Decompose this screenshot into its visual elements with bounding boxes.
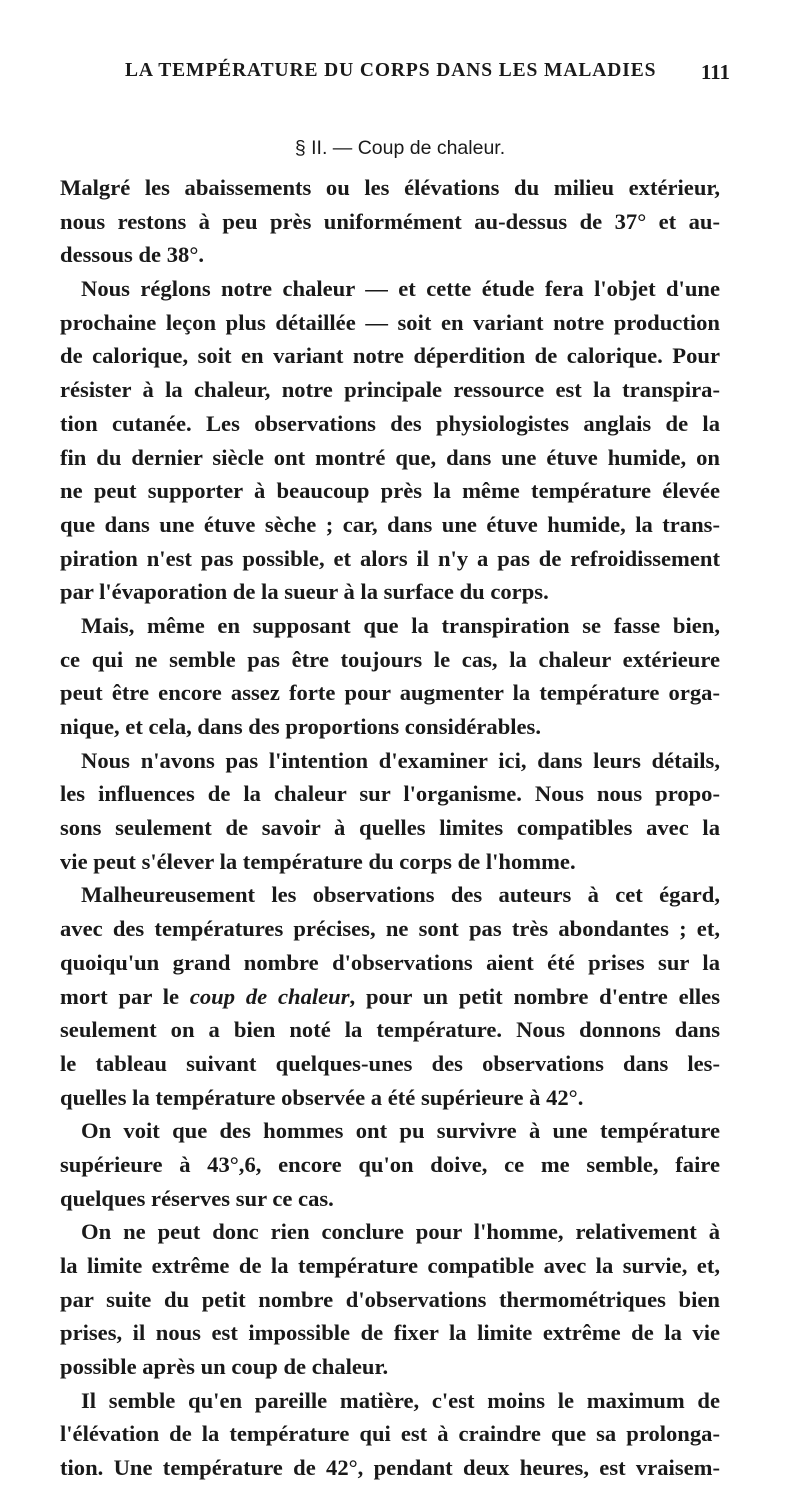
text-line: prises, il nous est impossible de fixer la limite extrême de la vie (60, 1320, 720, 1346)
page-number: 111 (700, 60, 730, 84)
text-line: nous restons à peu près uniformément au-dessus de 37° et au- (60, 208, 720, 234)
running-head (100, 60, 730, 88)
text-line: l'élévation de la température qui est à craindre que sa prolonga- (60, 1421, 720, 1447)
text-fragment: mort par le (60, 983, 190, 1009)
text-line: ne peut supporter à beaucoup près la même température élevée (60, 478, 720, 504)
text-line (60, 980, 720, 1014)
text-line: prochaine leçon plus détaillée — soit en variant notre production (60, 309, 720, 335)
text-line: tion cutanée. Les observations des physiologistes anglais de la (60, 410, 720, 436)
text-line: seulement on a bien noté la température. Nous donnons dans (60, 1017, 720, 1043)
text-line: par suite du petit nombre d'observations thermométriques bien (60, 1286, 720, 1312)
text-line: quelles la température observée a été supérieure à 42°. (60, 1084, 584, 1110)
text-line: la limite extrême de la température compatible avec la survie, et, (60, 1253, 720, 1278)
text-line: avec des températures précises, ne sont pas très abondantes ; et, (60, 916, 720, 942)
italic-term: coup de chaleur (189, 983, 350, 1009)
section-heading: § II. — Coup de chaleur. (294, 137, 506, 159)
text-line: les influences de la chaleur sur l'organisme. Nous nous propo- (60, 781, 720, 807)
text-line: tion. Une température de 42°, pendant deux heures, est vraisem- (60, 1455, 720, 1481)
text-line: par l'évaporation de la sueur à la surface du corps. (60, 579, 549, 605)
text-line: Malheureusement les observations des auteurs à cet égard, (81, 882, 720, 908)
text-line: Mais, même en supposant que la transpiration se fasse bien, (81, 612, 720, 638)
text-line: Nous n'avons pas l'intention d'examiner ici, dans leurs détails, (81, 747, 720, 773)
text-line: nique, et cela, dans des proportions considérables. (60, 714, 541, 739)
text-line: dessous de 38°. (60, 242, 205, 268)
text-line: ce qui ne semble pas être toujours le cas, la chaleur extérieure (60, 646, 720, 672)
text-line: de calorique, soit en variant notre déperdition de calorique. Pour (60, 343, 720, 369)
text-line: vie peut s'élever la température du corps de l'homme. (60, 848, 576, 874)
text-line: résister à la chaleur, notre principale ressource est la transpira- (60, 377, 720, 403)
text-line: Nous réglons notre chaleur — et cette étude fera l'objet d'une (81, 276, 720, 302)
text-line: possible après un coup de chaleur. (60, 1354, 389, 1380)
text-line: fin du dernier siècle ont montré que, dans une étuve humide, on (60, 444, 720, 470)
text-line: que dans une étuve sèche ; car, dans une étuve humide, la trans- (60, 511, 720, 537)
text-line: Malgré les abaissements ou les élévations du milieu extérieur, (60, 175, 720, 200)
running-title: LA TEMPÉRATURE DU CORPS DANS LES MALADIES (125, 60, 657, 81)
text-line: quelques réserves sur ce cas. (60, 1185, 334, 1211)
text-line: sons seulement de savoir à quelles limites compatibles avec la (60, 815, 720, 841)
text-fragment: , pour un petit nombre d'entre elles (349, 983, 720, 1009)
body-text (60, 171, 720, 1485)
text-line: supérieure à 43°,6, encore qu'on doive, ce me semble, faire (60, 1151, 720, 1177)
text-line: On voit que des hommes ont pu survivre à une température (81, 1118, 720, 1144)
text-line: quoiqu'un grand nombre d'observations aient été prises sur la (60, 949, 720, 975)
text-line: Il semble qu'en pareille matière, c'est moins le maximum de (81, 1387, 720, 1413)
text-line: On ne peut donc rien conclure pour l'homme, relativement à (81, 1219, 720, 1245)
text-line: le tableau suivant quelques-unes des observations dans les- (60, 1050, 720, 1076)
text-line: piration n'est pas possible, et alors il n'y a pas de refroidissement (60, 545, 720, 571)
text-line: peut être encore assez forte pour augmenter la température orga- (60, 680, 720, 706)
